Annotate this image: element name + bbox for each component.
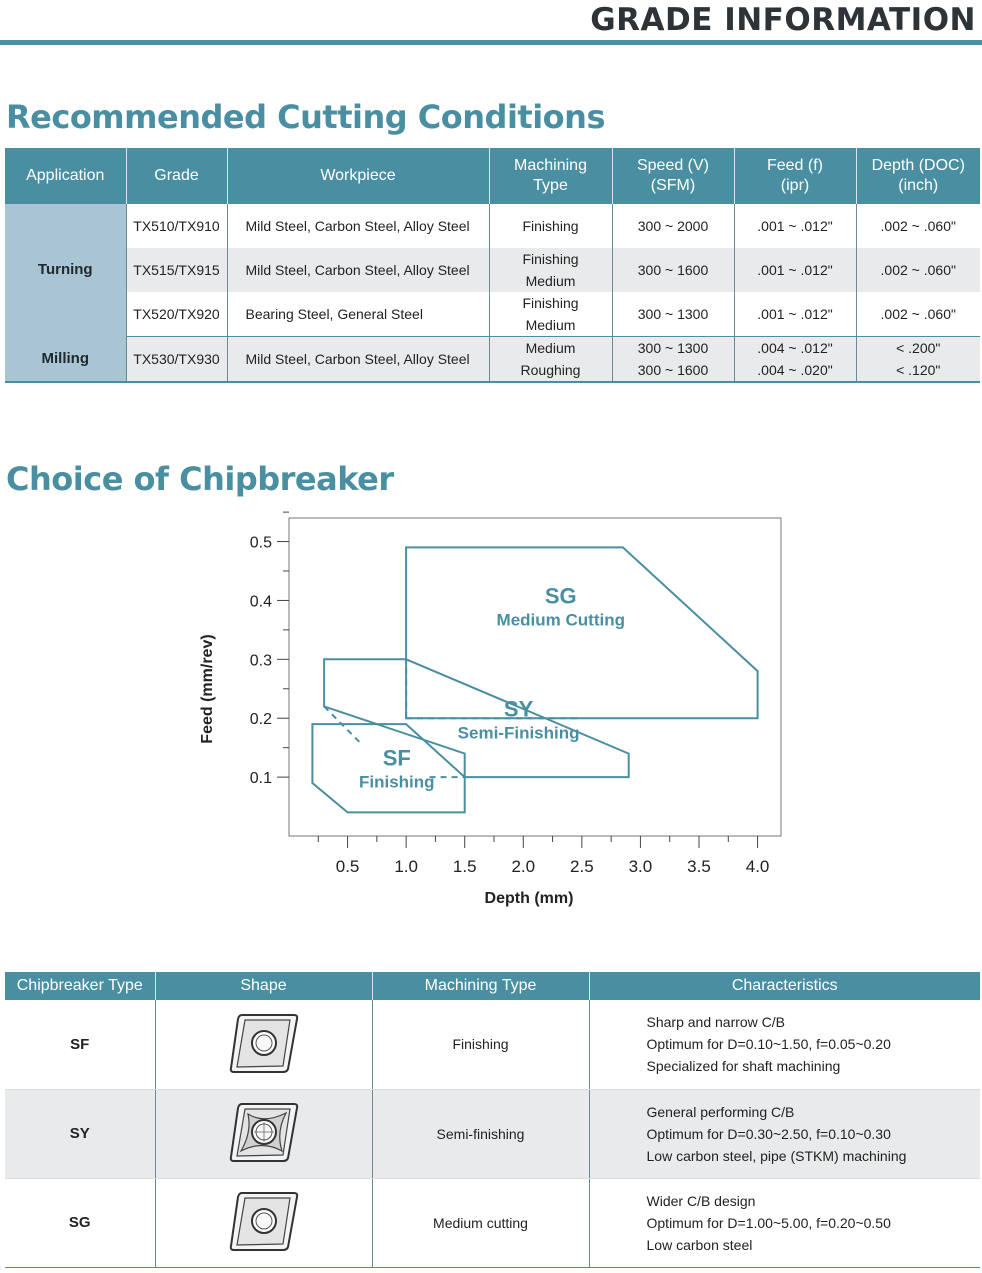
- characteristic-line: Optimum for D=1.00~5.00, f=0.20~0.50: [646, 1214, 891, 1231]
- x-tick-label: 1.0: [394, 857, 418, 876]
- depth-cell: .002 ~ .060": [856, 248, 980, 292]
- depth-cell: .002 ~ .060": [856, 292, 980, 337]
- application-turning: Turning: [5, 204, 126, 337]
- grade-cell: TX520/TX920: [126, 292, 227, 337]
- chipbreaker-title: Choice of Chipbreaker: [6, 460, 394, 498]
- col-header: Depth (DOC) (inch): [856, 148, 980, 204]
- chipbreaker-chart: [0, 500, 982, 920]
- region-name-label: Medium Cutting: [496, 610, 625, 630]
- chipbreaker-body: [5, 1000, 980, 1267]
- characteristic-line: Optimum for D=0.30~2.50, f=0.10~0.30: [646, 1125, 891, 1142]
- region-code-label: SG: [544, 583, 577, 609]
- machining-type-cell: Medium Roughing: [489, 337, 612, 383]
- region-code-label: SF: [382, 745, 411, 771]
- y-tick-label: 0.3: [249, 652, 272, 670]
- col-header: Feed (f) (ipr): [734, 148, 856, 204]
- chipbreaker-type-cell: SY: [5, 1089, 155, 1178]
- table-row: [5, 292, 980, 337]
- machining-type-cell: Finishing Medium: [489, 292, 612, 337]
- region-name-label: Finishing: [358, 772, 435, 792]
- y-tick-label: 0.1: [249, 770, 272, 788]
- machining-type-cell: Finishing Medium: [489, 248, 612, 292]
- speed-cell: 300 ~ 1600: [612, 248, 734, 292]
- x-tick-label: 3.0: [628, 857, 653, 876]
- machining-type-cell: Medium cutting: [372, 1178, 589, 1267]
- workpiece-cell: Mild Steel, Carbon Steel, Alloy Steel: [227, 337, 489, 383]
- feed-cell: .004 ~ .012" .004 ~ .020": [734, 337, 856, 383]
- x-tick-label: 2.0: [511, 857, 536, 876]
- x-tick-label: 0.5: [335, 857, 360, 876]
- chipbreaker-type-cell: SG: [5, 1178, 155, 1267]
- insert-sf-icon: [228, 1011, 300, 1075]
- insert-sg-icon: [228, 1189, 300, 1253]
- table-header-row: [5, 148, 980, 204]
- feed-cell: .001 ~ .012": [734, 292, 856, 337]
- cutting-conditions-title: Recommended Cutting Conditions: [6, 98, 605, 136]
- y-tick-label: 0.4: [249, 593, 272, 611]
- cutting-conditions-table: [5, 148, 980, 383]
- table-row: [5, 204, 980, 248]
- grade-cell: TX530/TX930: [126, 337, 227, 383]
- characteristic-line: Specialized for shaft machining: [646, 1058, 841, 1075]
- x-tick-label: 3.5: [687, 857, 711, 876]
- characteristics-cell: [589, 1089, 980, 1178]
- feed-cell: .001 ~ .012": [734, 204, 856, 248]
- shape-cell: [155, 1000, 372, 1089]
- workpiece-cell: Mild Steel, Carbon Steel, Alloy Steel: [227, 204, 489, 248]
- header-rule: [0, 40, 982, 45]
- x-axis-label: Depth (mm): [484, 890, 574, 907]
- y-axis-label: Feed (mm/rev): [199, 634, 216, 744]
- chipbreaker-table: [5, 972, 980, 1268]
- col-header: Shape: [155, 972, 372, 1000]
- x-tick-label: 4.0: [745, 857, 770, 876]
- col-header: Speed (V) (SFM): [612, 148, 734, 204]
- col-header: Grade: [126, 148, 227, 204]
- characteristic-line: Sharp and narrow C/B: [646, 1014, 786, 1031]
- shape-cell: [155, 1089, 372, 1178]
- col-header: Chipbreaker Type: [5, 972, 155, 1000]
- table-row: [5, 1178, 980, 1267]
- insert-sy-icon: [228, 1100, 300, 1164]
- workpiece-cell: Mild Steel, Carbon Steel, Alloy Steel: [227, 248, 489, 292]
- col-header: Characteristics: [589, 972, 980, 1000]
- region-name-label: Semi-Finishing: [457, 723, 580, 743]
- y-tick-label: 0.2: [249, 711, 272, 729]
- grade-cell: TX515/TX915: [126, 248, 227, 292]
- characteristic-line: Optimum for D=0.10~1.50, f=0.05~0.20: [646, 1036, 891, 1053]
- speed-cell: 300 ~ 1300: [612, 292, 734, 337]
- application-milling: Milling: [5, 337, 126, 383]
- col-header: Machining Type: [489, 148, 612, 204]
- machining-type-cell: Finishing: [372, 1000, 589, 1089]
- chipbreaker-type-cell: SF: [5, 1000, 155, 1089]
- feed-cell: .001 ~ .012": [734, 248, 856, 292]
- characteristic-line: Low carbon steel, pipe (STKM) machining: [646, 1147, 907, 1164]
- table-header-row: [5, 972, 980, 1000]
- x-tick-label: 1.5: [452, 857, 477, 876]
- page-header-title: GRADE INFORMATION: [590, 2, 976, 38]
- region-code-label: SY: [503, 696, 534, 722]
- table-row: [5, 337, 980, 383]
- y-tick-label: 0.5: [249, 534, 272, 552]
- table-row: [5, 1000, 980, 1089]
- depth-cell: < .200" < .120": [856, 337, 980, 383]
- table-row: [5, 1089, 980, 1178]
- col-header: Machining Type: [372, 972, 589, 1000]
- cutting-conditions-body: [5, 204, 980, 382]
- characteristics-cell: [589, 1178, 980, 1267]
- machining-type-cell: Finishing: [489, 204, 612, 248]
- characteristic-line: Low carbon steel: [646, 1236, 753, 1253]
- speed-cell: 300 ~ 1300 300 ~ 1600: [612, 337, 734, 383]
- characteristic-line: Wider C/B design: [646, 1192, 756, 1209]
- depth-cell: .002 ~ .060": [880, 218, 956, 234]
- characteristic-line: General performing C/B: [646, 1103, 795, 1120]
- characteristics-cell: [589, 1000, 980, 1089]
- x-tick-label: 2.5: [570, 857, 594, 876]
- speed-cell: 300 ~ 2000: [612, 204, 734, 248]
- workpiece-cell: Bearing Steel, General Steel: [227, 292, 489, 337]
- col-header: Workpiece: [227, 148, 489, 204]
- machining-type-cell: Semi-finishing: [372, 1089, 589, 1178]
- col-header: Application: [5, 148, 126, 204]
- grade-cell: TX510/TX910: [126, 204, 227, 248]
- shape-cell: [155, 1178, 372, 1267]
- table-row: [5, 248, 980, 292]
